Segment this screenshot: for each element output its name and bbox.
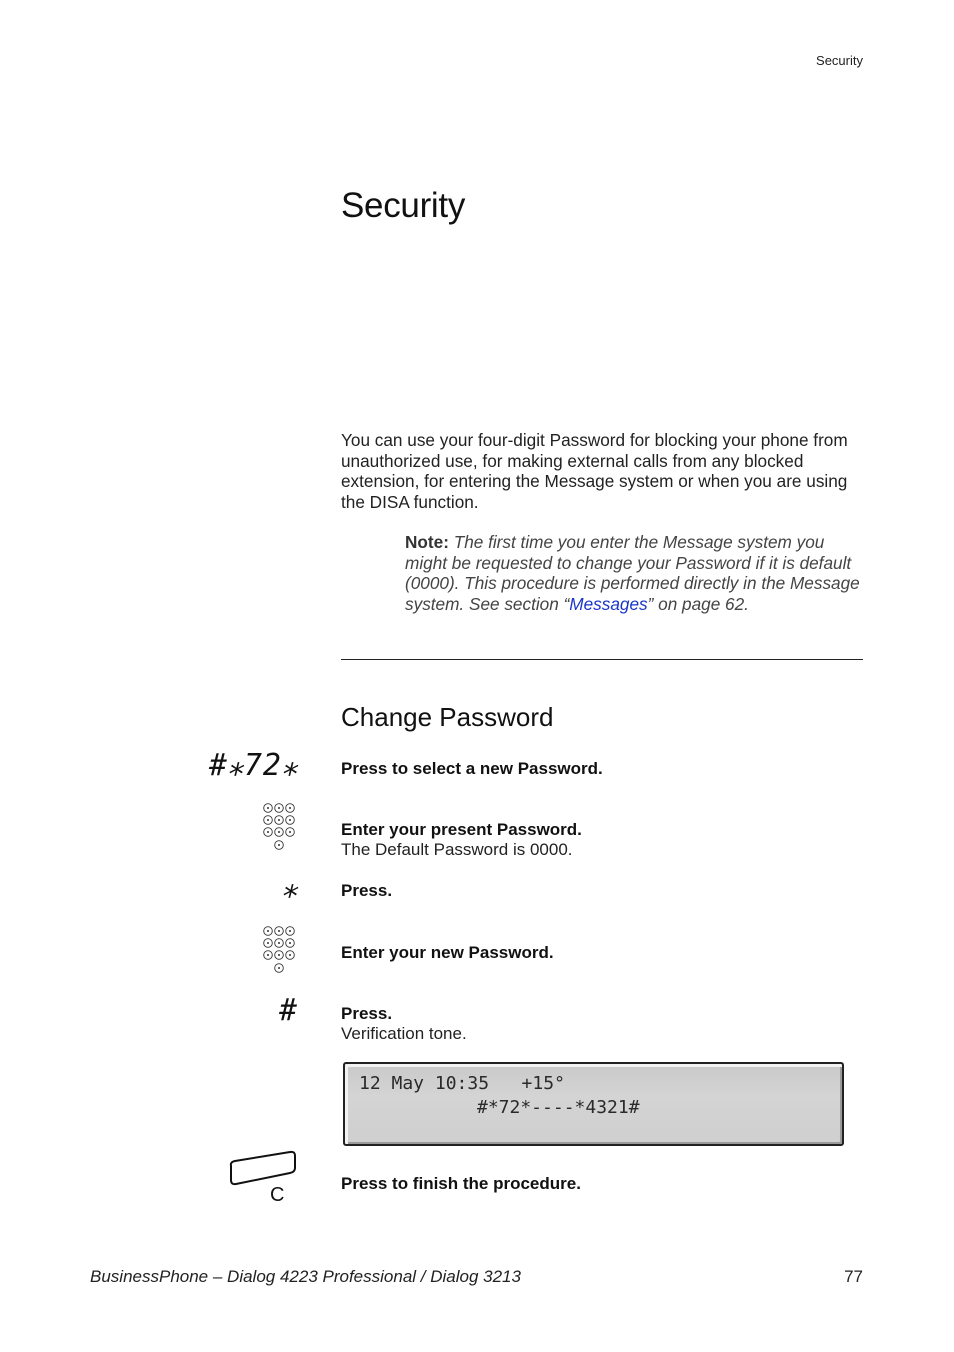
step-select-new-password: Press to select a new Password. [341,759,603,778]
note-text: The first time you enter the Message system you might be requested to change your Password if it is default (0000). This procedure is performed directly in the Message system. See section “ [405,532,860,614]
step-press-hash: Press. [341,1004,393,1023]
messages-link[interactable]: Messages [569,593,648,614]
clear-key-label: C [270,1184,285,1204]
step-enter-new-password: Enter your new Password. [341,943,554,962]
note-block [405,532,863,614]
footer-doc-title: BusinessPhone – Dialog 4223 Professional / Dialog 3213 [90,1267,521,1286]
keypad-icon [262,803,298,849]
code-hash-star-72-star: #⁎72⁎ [208,748,298,783]
step-verification-tone: Verification tone. [341,1024,467,1043]
step-enter-present-password: Enter your present Password. [341,820,582,839]
keypad-icon [262,926,298,972]
clear-key-icon [226,1148,298,1204]
hash-key-icon: # [278,993,298,1028]
note-text-end: ” on page 62. [647,593,749,614]
intro-paragraph: You can use your four-digit Password for blocking your phone from unauthorized use, for making external calls from any blocked extension, for entering the Message system or when you are using the DISA function. [341,430,848,512]
section-divider [341,659,863,660]
display-line-2: #*72*----*4321# [477,1097,640,1118]
step-finish-procedure: Press to finish the procedure. [341,1174,581,1193]
note-label: Note: [405,532,449,552]
page-number: 77 [844,1267,863,1286]
running-header: Security [816,53,863,68]
phone-display [343,1062,844,1146]
step-press-star: Press. [341,881,393,900]
page-title: Security [341,186,466,225]
display-line-1: 12 May 10:35 +15° [359,1073,565,1094]
star-key-icon: ⁎ [282,870,298,905]
step-default-password-note: The Default Password is 0000. [341,840,573,859]
section-title: Change Password [341,702,554,732]
